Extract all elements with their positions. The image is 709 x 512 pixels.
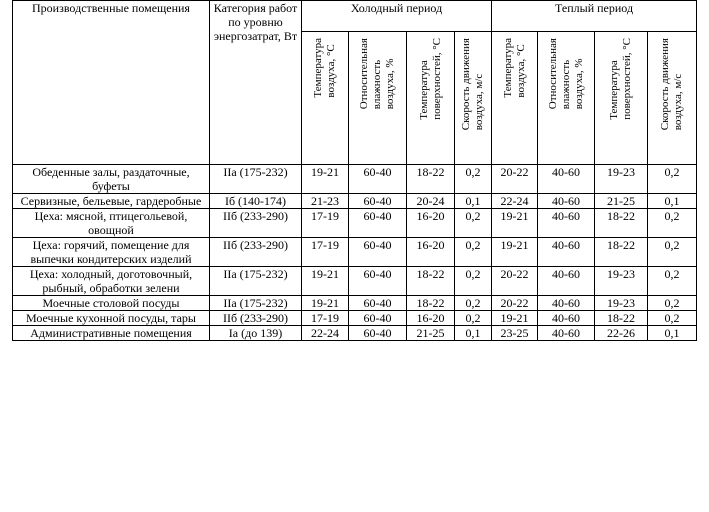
cell-warm-humidity: 40-60: [538, 194, 595, 209]
cell-category: Ia (до 139): [210, 326, 302, 341]
cell-category: IIa (175-232): [210, 267, 302, 296]
cell-warm-humidity: 40-60: [538, 238, 595, 267]
cell-cold-humidity: 60-40: [349, 311, 407, 326]
cell-cold-air-speed: 0,2: [455, 311, 492, 326]
cell-warm-humidity: 40-60: [538, 296, 595, 311]
cell-warm-temp-air: 20-22: [492, 165, 538, 194]
cell-cold-temp-surface: 18-22: [407, 165, 455, 194]
table-body: [13, 165, 697, 341]
header-cold-humidity: Относительная влажность воздуха, %: [349, 32, 407, 165]
table-row: [13, 311, 697, 326]
header-warm-humidity: Относительная влажность воздуха, %: [538, 32, 595, 165]
cell-warm-temp-surface: 18-22: [595, 238, 648, 267]
header-warm-period: Теплый период: [492, 1, 697, 32]
table-row: [13, 326, 697, 341]
cell-warm-temp-air: 19-21: [492, 238, 538, 267]
cell-cold-air-speed: 0,1: [455, 326, 492, 341]
cell-category: IIa (175-232): [210, 165, 302, 194]
cell-cold-air-speed: 0,2: [455, 296, 492, 311]
table-row: [13, 238, 697, 267]
cell-room: Моечные кухонной посуды, тары: [13, 311, 210, 326]
cell-cold-temp-air: 19-21: [302, 296, 349, 311]
cell-room: Административные помещения: [13, 326, 210, 341]
cell-cold-temp-surface: 18-22: [407, 267, 455, 296]
cell-warm-temp-air: 19-21: [492, 209, 538, 238]
cell-warm-temp-air: 19-21: [492, 311, 538, 326]
cell-cold-humidity: 60-40: [349, 238, 407, 267]
cell-warm-temp-surface: 18-22: [595, 209, 648, 238]
cell-cold-temp-air: 19-21: [302, 165, 349, 194]
cell-cold-air-speed: 0,2: [455, 165, 492, 194]
table-header: [13, 1, 697, 165]
cell-room: Цеха: горячий, помещение для выпечки кондитерских изделий: [13, 238, 210, 267]
cell-warm-humidity: 40-60: [538, 209, 595, 238]
cell-warm-temp-surface: 19-23: [595, 296, 648, 311]
norms-table-container: [12, 0, 697, 341]
microclimate-norms-table: [12, 0, 697, 341]
table-row: [13, 267, 697, 296]
cell-category: Iб (140-174): [210, 194, 302, 209]
cell-cold-temp-surface: 20-24: [407, 194, 455, 209]
header-warm-air-speed: Скорость движения воздуха, м/с: [648, 32, 697, 165]
cell-cold-humidity: 60-40: [349, 326, 407, 341]
cell-cold-temp-air: 21-23: [302, 194, 349, 209]
cell-warm-air-speed: 0,2: [648, 311, 697, 326]
cell-cold-humidity: 60-40: [349, 267, 407, 296]
cell-warm-temp-air: 20-22: [492, 296, 538, 311]
cell-warm-air-speed: 0,1: [648, 326, 697, 341]
cell-cold-temp-air: 17-19: [302, 209, 349, 238]
cell-warm-temp-air: 22-24: [492, 194, 538, 209]
cell-cold-temp-air: 22-24: [302, 326, 349, 341]
cell-warm-humidity: 40-60: [538, 165, 595, 194]
cell-cold-temp-surface: 16-20: [407, 209, 455, 238]
cell-cold-air-speed: 0,2: [455, 238, 492, 267]
cell-room: Сервизные, бельевые, гардеробные: [13, 194, 210, 209]
cell-warm-humidity: 40-60: [538, 311, 595, 326]
header-category: Категория работ по уровню энергозатрат, Вт: [210, 1, 302, 165]
header-cold-period: Холодный период: [302, 1, 492, 32]
cell-cold-air-speed: 0,1: [455, 194, 492, 209]
table-row: [13, 194, 697, 209]
cell-warm-air-speed: 0,2: [648, 209, 697, 238]
table-row: [13, 165, 697, 194]
cell-warm-temp-surface: 21-25: [595, 194, 648, 209]
header-cold-temp-surface: Температура поверхностей, °С: [407, 32, 455, 165]
header-warm-temp-air: Температура воздуха, °С: [492, 32, 538, 165]
cell-warm-air-speed: 0,1: [648, 194, 697, 209]
cell-room: Цеха: мясной, птицегольевой, овощной: [13, 209, 210, 238]
cell-cold-temp-air: 17-19: [302, 238, 349, 267]
cell-cold-air-speed: 0,2: [455, 209, 492, 238]
cell-warm-temp-surface: 18-22: [595, 311, 648, 326]
cell-cold-humidity: 60-40: [349, 296, 407, 311]
cell-room: Моечные столовой посуды: [13, 296, 210, 311]
cell-room: Цеха: холодный, доготовочный, рыбный, обработки зелени: [13, 267, 210, 296]
cell-cold-temp-surface: 16-20: [407, 311, 455, 326]
cell-cold-air-speed: 0,2: [455, 267, 492, 296]
cell-cold-temp-surface: 21-25: [407, 326, 455, 341]
table-row: [13, 209, 697, 238]
table-row: [13, 296, 697, 311]
cell-cold-humidity: 60-40: [349, 194, 407, 209]
header-cold-air-speed: Скорость движения воздуха, м/с: [455, 32, 492, 165]
cell-cold-temp-surface: 18-22: [407, 296, 455, 311]
cell-category: IIб (233-290): [210, 311, 302, 326]
cell-warm-temp-air: 20-22: [492, 267, 538, 296]
cell-warm-air-speed: 0,2: [648, 238, 697, 267]
cell-cold-humidity: 60-40: [349, 209, 407, 238]
cell-warm-temp-surface: 19-23: [595, 165, 648, 194]
cell-cold-temp-air: 19-21: [302, 267, 349, 296]
header-warm-temp-surface: Температура поверхностей, °С: [595, 32, 648, 165]
cell-cold-humidity: 60-40: [349, 165, 407, 194]
cell-category: IIб (233-290): [210, 209, 302, 238]
header-cold-temp-air: Температура воздуха, °С: [302, 32, 349, 165]
cell-category: IIб (233-290): [210, 238, 302, 267]
cell-warm-temp-surface: 22-26: [595, 326, 648, 341]
cell-warm-air-speed: 0,2: [648, 267, 697, 296]
header-room: Производственные помещения: [13, 1, 210, 165]
cell-cold-temp-air: 17-19: [302, 311, 349, 326]
cell-warm-temp-air: 23-25: [492, 326, 538, 341]
cell-category: IIa (175-232): [210, 296, 302, 311]
cell-warm-air-speed: 0,2: [648, 165, 697, 194]
cell-cold-temp-surface: 16-20: [407, 238, 455, 267]
cell-warm-humidity: 40-60: [538, 267, 595, 296]
cell-warm-humidity: 40-60: [538, 326, 595, 341]
cell-warm-air-speed: 0,2: [648, 296, 697, 311]
cell-room: Обеденные залы, раздаточные, буфеты: [13, 165, 210, 194]
cell-warm-temp-surface: 19-23: [595, 267, 648, 296]
